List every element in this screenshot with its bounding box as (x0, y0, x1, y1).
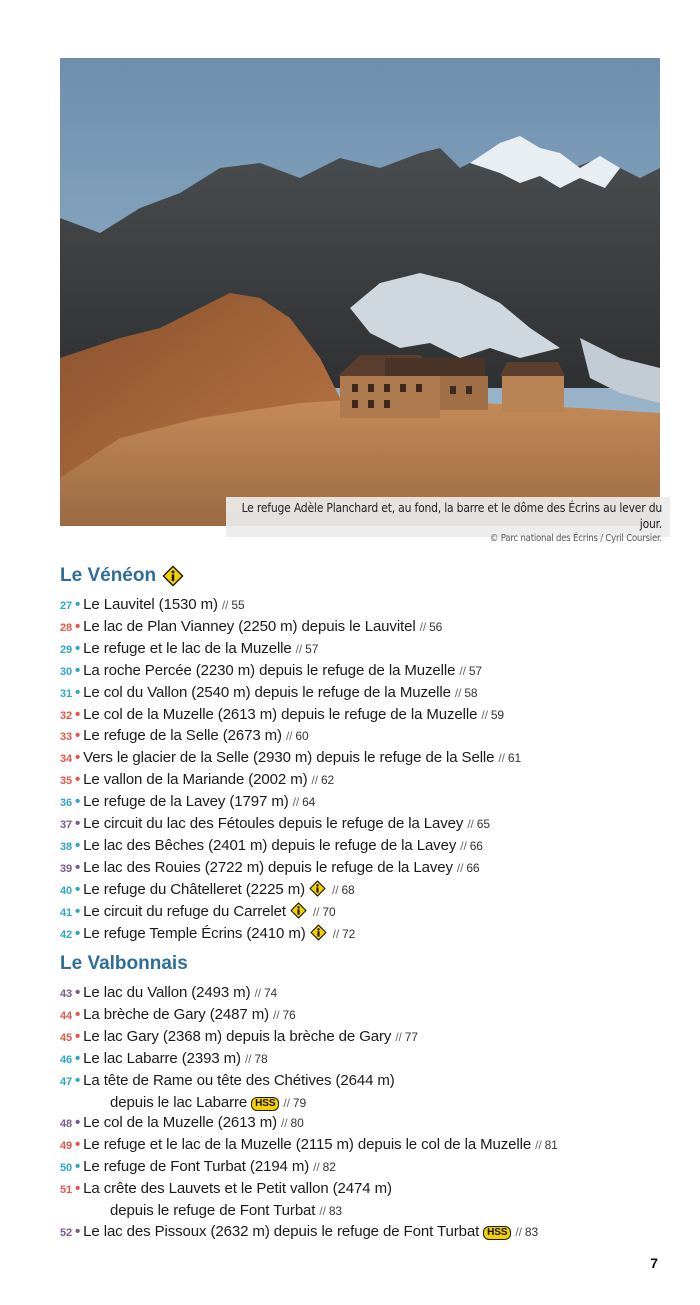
page-reference: 62 (320, 773, 335, 788)
route-list (60, 983, 558, 1244)
page-separator: // (319, 1204, 326, 1219)
bullet: • (75, 617, 81, 635)
refuge-building (338, 355, 565, 418)
bullet: • (75, 1114, 81, 1132)
page-reference: 57 (468, 663, 482, 678)
page-reference: 65 (476, 817, 490, 832)
page-separator: // (460, 838, 467, 853)
page-reference: 66 (469, 838, 483, 853)
page-reference: 66 (466, 860, 480, 875)
page-separator: // (481, 707, 488, 722)
route-item (60, 1005, 558, 1027)
page-separator: // (467, 817, 474, 832)
route-title: Le vallon de la Mariande (2002 m) (83, 771, 308, 789)
route-item (60, 1135, 558, 1157)
route-item (60, 880, 521, 902)
bullet: • (75, 1027, 81, 1045)
route-number: 49 (60, 1140, 73, 1153)
bullet: • (75, 836, 81, 854)
page-reference: 60 (295, 729, 309, 744)
page-reference: 80 (290, 1116, 304, 1131)
section-title: Le Vénéon (60, 565, 157, 586)
page-separator: // (454, 685, 462, 700)
route-item (60, 748, 521, 770)
route-title: Le refuge de Font Turbat (2194 m) (83, 1158, 310, 1176)
page-reference: 83 (328, 1204, 342, 1219)
route-number: 31 (60, 687, 73, 700)
page-separator: // (515, 1224, 522, 1239)
page-separator: // (332, 882, 339, 897)
route-item (60, 1113, 558, 1135)
bullet: • (75, 596, 81, 613)
bullet: • (75, 858, 81, 876)
section-valbonnais (60, 951, 558, 1244)
page-reference: 78 (254, 1051, 268, 1066)
route-item (60, 661, 521, 683)
route-number: 27 (60, 600, 73, 612)
bullet: • (75, 1049, 81, 1067)
route-item (60, 1027, 558, 1049)
route-title: Le refuge de la Selle (2673 m) (83, 727, 282, 745)
route-title: Le col du Vallon (2540 m) depuis le refuge de la Muzelle (83, 683, 451, 701)
route-title: Vers le glacier de la Selle (2930 m) depuis le refuge de la Selle (83, 749, 495, 767)
info-diamond-icon (290, 902, 307, 919)
route-number: 37 (60, 819, 73, 832)
route-number: 41 (60, 906, 73, 919)
route-tail (247, 1094, 306, 1111)
page-separator: // (273, 1007, 280, 1022)
route-item (60, 770, 521, 792)
photo-caption (226, 497, 670, 544)
route-number: 32 (60, 709, 73, 722)
route-item (60, 836, 521, 858)
section-veneon (60, 563, 521, 946)
route-title: La crête des Lauvets et le Petit vallon (2474 m) (83, 1180, 392, 1198)
route-number: 44 (60, 1009, 73, 1022)
route-title: Le refuge de la Lavey (1797 m) (83, 793, 289, 811)
route-number: 28 (60, 621, 73, 634)
route-title: Le col de la Muzelle (2613 m) depuis le refuge de la Muzelle (83, 705, 478, 723)
route-title: Le lac des Bêches (2401 m) depuis le refuge de la Lavey (83, 836, 457, 854)
caption-credit: © Parc national des Écrins / Cyril Coursier. (489, 533, 662, 544)
route-number: 42 (60, 928, 73, 941)
page-reference: 55 (231, 598, 245, 612)
route-number: 51 (60, 1184, 73, 1197)
route-second-line (60, 1201, 558, 1222)
route-item (60, 858, 521, 880)
info-diamond-icon (310, 924, 327, 941)
route-number: 38 (60, 840, 73, 853)
page-separator: // (295, 641, 303, 656)
route-number: 39 (60, 862, 73, 875)
page-separator: // (535, 1138, 542, 1153)
route-title: Le col de la Muzelle (2613 m) (83, 1114, 278, 1132)
route-number: 48 (60, 1118, 73, 1131)
page-separator: // (311, 773, 318, 788)
page-separator: // (419, 619, 427, 634)
bullet: • (75, 1222, 81, 1240)
bullet: • (75, 705, 81, 723)
page-separator: // (221, 598, 229, 612)
refuge-photo (60, 58, 660, 526)
route-tail (315, 1202, 342, 1219)
bullet: • (75, 771, 81, 789)
route-number: 40 (60, 884, 73, 897)
page-reference: 64 (302, 795, 316, 810)
page-separator: // (313, 1160, 320, 1175)
page-reference: 74 (263, 986, 278, 1000)
route-title: La brèche de Gary (2487 m) (83, 1005, 269, 1023)
route-title: Le refuge du Châtelleret (2225 m) (83, 880, 305, 898)
page-number: 7 (650, 1255, 658, 1271)
bullet: • (75, 1071, 81, 1089)
route-item (60, 792, 521, 814)
bullet: • (75, 902, 81, 920)
route-title: Le Lauvitel (1530 m) (83, 596, 218, 613)
page-reference: 77 (404, 1029, 418, 1044)
route-item (60, 705, 521, 727)
route-title: La tête de Rame ou tête des Chétives (2644 m) (83, 1071, 395, 1089)
route-number: 34 (60, 753, 73, 766)
route-title: Le circuit du lac des Fétoules depuis le refuge de la Lavey (83, 815, 464, 833)
route-number: 45 (60, 1031, 73, 1044)
page-reference: 56 (429, 619, 443, 634)
route-number: 36 (60, 797, 73, 810)
bullet: • (75, 924, 81, 942)
page-reference: 57 (305, 641, 319, 656)
route-item (60, 814, 521, 836)
hss-badge: HSS (483, 1226, 511, 1240)
hss-badge: HSS (251, 1097, 279, 1111)
route-title: Le lac des Rouies (2722 m) depuis le refuge de la Lavey (83, 858, 453, 876)
route-number: 35 (60, 775, 73, 788)
page-reference: 76 (282, 1007, 296, 1022)
route-title: Le lac des Pissoux (2632 m) depuis le refuge de Font Turbat (83, 1222, 480, 1240)
route-item (60, 1071, 558, 1114)
route-item (60, 639, 521, 661)
route-title-continued: depuis le lac Labarre (110, 1093, 248, 1111)
route-number: 46 (60, 1053, 73, 1066)
page-separator: // (498, 751, 505, 766)
page-separator: // (283, 1095, 290, 1110)
route-title: Le refuge Temple Écrins (2410 m) (83, 924, 306, 942)
route-number: 47 (60, 1075, 73, 1088)
route-item (60, 1049, 558, 1071)
route-item (60, 902, 521, 924)
route-number: 29 (60, 643, 73, 656)
route-item (60, 1179, 558, 1222)
bullet: • (75, 1136, 81, 1154)
page-separator: // (332, 926, 340, 941)
route-item (60, 983, 558, 1005)
bullet: • (75, 880, 81, 898)
route-item (60, 726, 521, 748)
page-reference: 79 (292, 1095, 307, 1110)
route-second-line (60, 1093, 558, 1114)
route-title: Le lac Labarre (2393 m) (83, 1049, 241, 1067)
route-title: Le refuge et le lac de la Muzelle (83, 639, 292, 657)
bullet: • (75, 727, 81, 745)
route-item (60, 617, 521, 639)
info-diamond-icon (162, 565, 184, 587)
info-diamond-icon (309, 880, 326, 897)
page-reference: 68 (341, 882, 355, 897)
route-title: Le lac Gary (2368 m) depuis la brèche de Gary (83, 1027, 392, 1045)
route-number: 30 (60, 665, 73, 678)
route-list (60, 595, 521, 946)
route-number: 43 (60, 988, 73, 1000)
page-separator: // (292, 795, 300, 810)
route-title: Le lac de Plan Vianney (2250 m) depuis le Lauvitel (83, 617, 416, 635)
page-reference: 82 (322, 1160, 336, 1175)
bullet: • (75, 984, 81, 1001)
route-item (60, 1222, 558, 1244)
route-item (60, 683, 521, 705)
bullet: • (75, 661, 81, 679)
bullet: • (75, 639, 81, 657)
bullet: • (75, 793, 81, 811)
page-separator: // (459, 663, 466, 678)
route-number: 52 (60, 1226, 73, 1239)
section-title: Le Valbonnais (60, 953, 188, 974)
page-separator: // (456, 860, 464, 875)
bullet: • (75, 1158, 81, 1176)
page-reference: 61 (507, 751, 522, 766)
page-reference: 70 (322, 904, 336, 919)
page-separator: // (285, 729, 293, 744)
bullet: • (75, 749, 81, 767)
page-separator: // (395, 1029, 402, 1044)
route-title: Le circuit du refuge du Carrelet (83, 902, 286, 920)
page-separator: // (244, 1051, 252, 1066)
route-number: 33 (60, 731, 73, 744)
page-separator: // (312, 904, 320, 919)
page-reference: 81 (544, 1138, 558, 1153)
bullet: • (75, 815, 81, 833)
page-reference: 58 (464, 685, 478, 700)
route-title-continued: depuis le refuge de Font Turbat (110, 1202, 316, 1220)
route-number: 50 (60, 1162, 73, 1175)
bullet: • (75, 1180, 81, 1198)
route-item (60, 1157, 558, 1179)
caption-text: Le refuge Adèle Planchard et, au fond, la barre et le dôme des Écrins au lever du jour. (241, 501, 662, 531)
route-title: La roche Percée (2230 m) depuis le refuge de la Muzelle (83, 661, 456, 679)
page-reference: 72 (342, 926, 356, 941)
route-item (60, 924, 521, 946)
page-reference: 59 (490, 707, 505, 722)
route-title: Le refuge et le lac de la Muzelle (2115 m) depuis le col de la Muzelle (83, 1136, 532, 1154)
page-separator: // (254, 986, 261, 1000)
page-reference: 83 (524, 1224, 539, 1239)
route-item (60, 595, 521, 617)
route-title: Le lac du Vallon (2493 m) (83, 984, 251, 1001)
bullet: • (75, 683, 81, 701)
bullet: • (75, 1005, 81, 1023)
page-separator: // (281, 1116, 288, 1131)
